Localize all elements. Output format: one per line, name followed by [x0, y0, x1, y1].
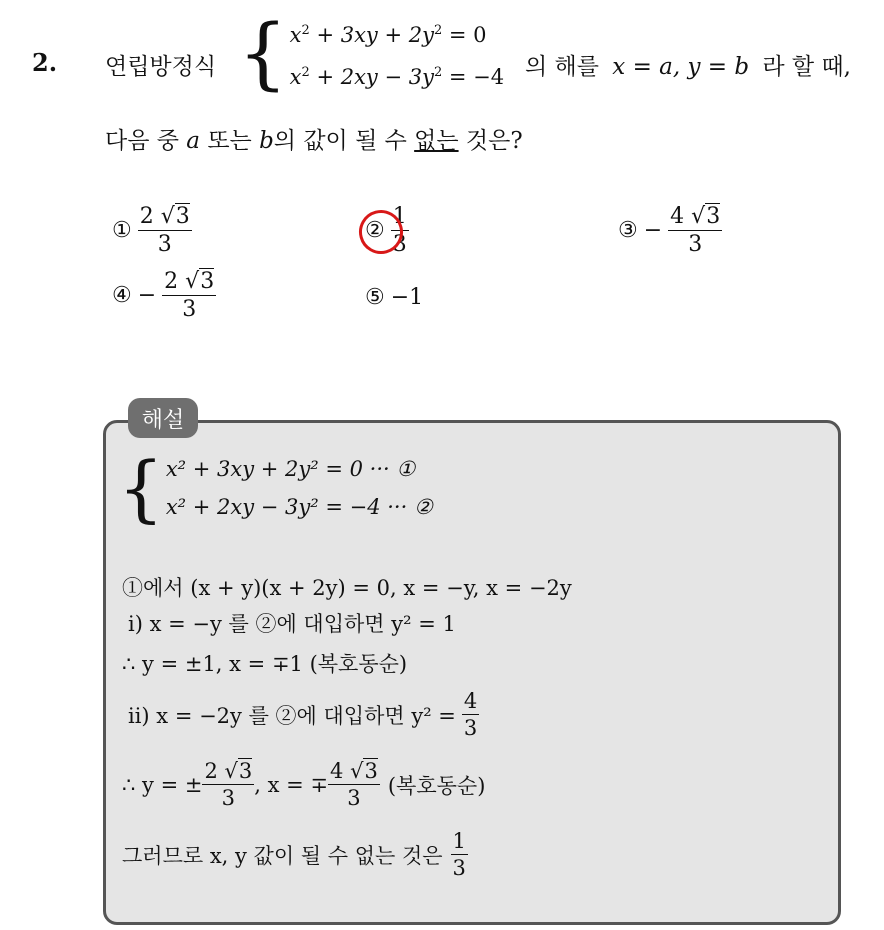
choice-marker: ②: [365, 218, 385, 244]
solution-step1: ①에서 (x + y)(x + 2y) = 0, x = −y, x = −2y: [122, 576, 572, 600]
choice-marker-wrap: [365, 218, 385, 243]
system-eq2: $x^2 + 2xy - 3y^2 = -4$: [289, 65, 505, 89]
conclusion-fraction: $\frac{1}{3}$: [452, 829, 466, 881]
solution-step2: ⅰ) x = −y 를 ②에 대입하면 y² = 1: [128, 612, 456, 636]
condition: x = a, y = b: [612, 54, 750, 80]
choice-5[interactable]: [365, 285, 423, 310]
choice-marker: ④: [112, 283, 132, 309]
system-lines: [290, 12, 505, 96]
solution-eq2: x² + 2xy − 3y² = −4 ··· ②: [165, 495, 433, 519]
question-suffix: [525, 48, 851, 81]
choice-marker: ⑤: [365, 285, 385, 310]
equation-system: [238, 9, 505, 99]
choice-value: $\frac{4 √3}{3}$: [670, 204, 721, 258]
choice-value: $\frac{1}{3}$: [392, 204, 407, 258]
system-eq1: $x^2 + 3xy + 2y^2 = 0$: [289, 23, 487, 47]
suffix-b: 라 할 때,: [762, 54, 851, 80]
question-number: 2.: [32, 48, 58, 77]
choice-1[interactable]: [112, 205, 192, 256]
solution-eq1: x² + 3xy + 2y² = 0 ··· ①: [165, 457, 416, 481]
solution-tab: 해설: [128, 398, 198, 438]
question-prefix: 연립방정식: [105, 54, 217, 80]
choice-sign: −: [643, 218, 663, 244]
choice-value: −1: [390, 285, 424, 310]
choice-marker: ③: [618, 218, 638, 244]
choice-marker: ①: [112, 218, 132, 244]
solution-brace: {: [118, 446, 164, 530]
choice-4[interactable]: [112, 270, 216, 321]
step5-fraction-2: $\frac{4 √3}{3}$: [330, 759, 378, 811]
solution-step5: ∴ y = ± $\frac{2 √3}{3}$ , x = ∓ $\frac{4 √3}{3}$ (복호동순): [122, 759, 486, 811]
choice-sign: −: [137, 283, 157, 309]
choice-3[interactable]: [618, 205, 722, 256]
left-brace: {: [238, 9, 288, 99]
underlined-word: 없는: [414, 128, 459, 154]
question-line2: 다음 중 a 또는 b의 값이 될 수 없는 것은?: [105, 128, 523, 154]
step4-fraction: $\frac{4}{3}$: [463, 689, 478, 741]
choice-2[interactable]: [365, 205, 409, 256]
choice-value: $\frac{2 √3}{3}$: [164, 269, 215, 323]
step5-fraction-1: $\frac{2 √3}{3}$: [204, 759, 253, 811]
suffix-a: 의 해를: [525, 54, 599, 80]
solution-step4: ⅱ) x = −2y 를 ②에 대입하면 y² = $\frac{4}{3}$: [128, 689, 478, 741]
solution-system: [118, 446, 433, 530]
choice-value: $\frac{2 √3}{3}$: [139, 204, 190, 258]
solution-conclusion: 그러므로 x, y 값이 될 수 없는 것은 $\frac{1}{3}$: [122, 829, 466, 881]
solution-step3: ∴ y = ±1, x = ∓1 (복호동순): [122, 652, 408, 676]
